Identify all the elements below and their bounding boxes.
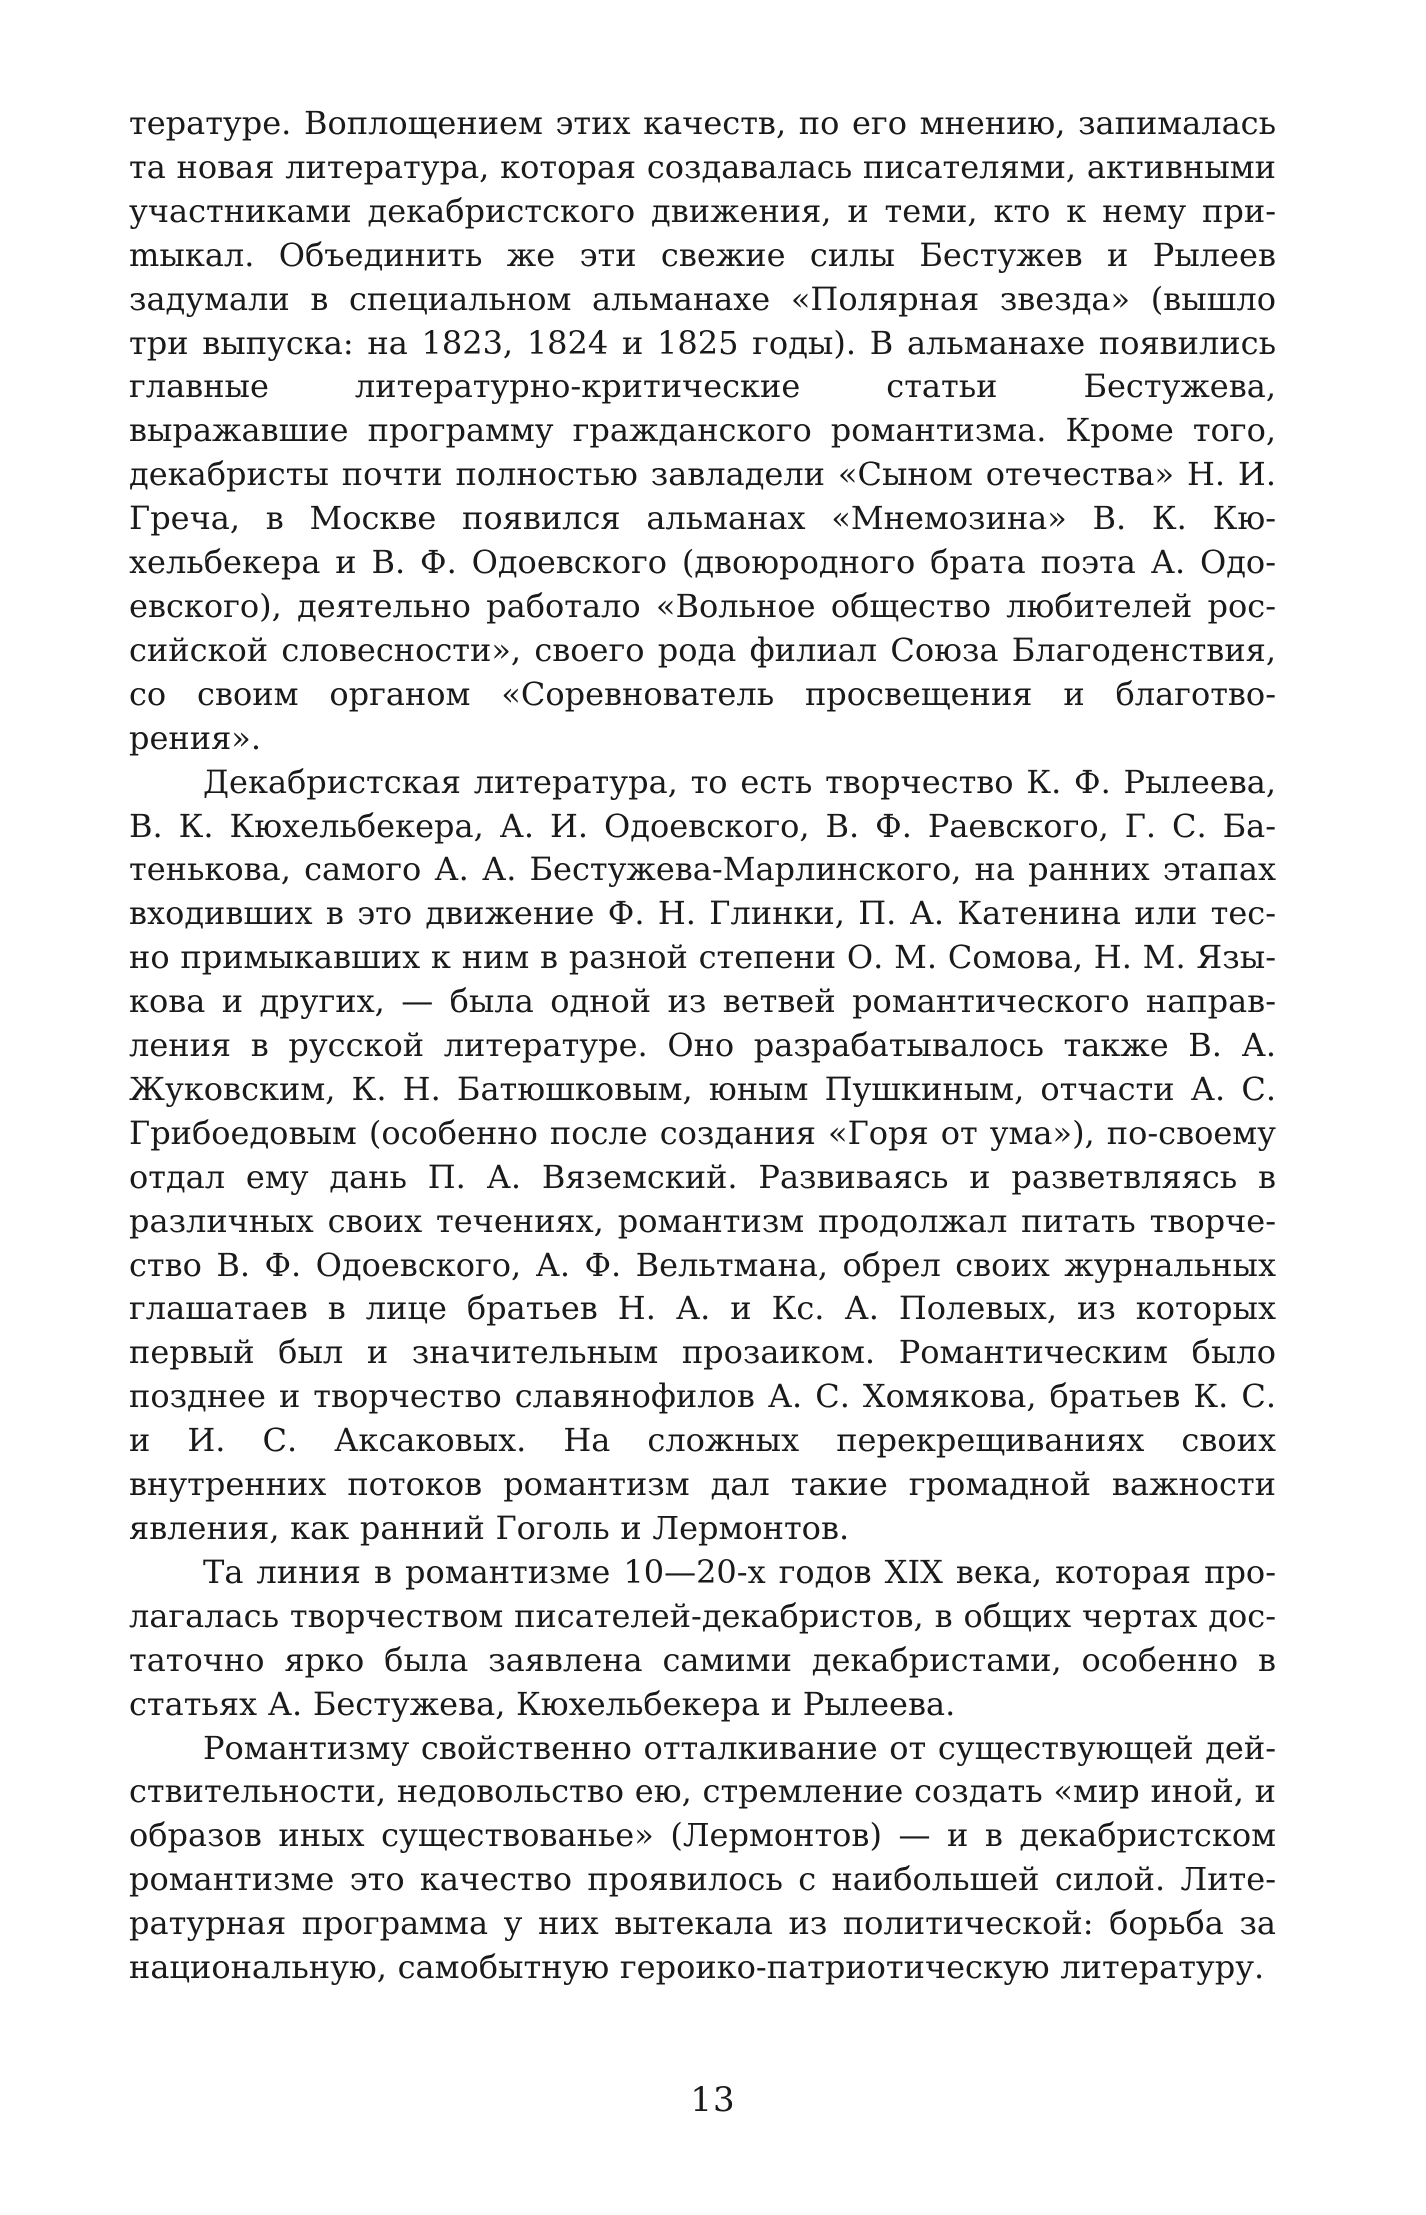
body-text bbox=[129, 102, 1276, 1990]
paragraph: Та линия в романтизме 10—20-х годов XIX века, которая пролагалась творчеством писателей-декабристов, в общих чертах достаточно ярко была заявлена самими декабристами, особенно в статьях А. Бестужева, Кюхельбекера и Рылеева. bbox=[129, 1552, 1276, 1723]
page-number: 13 bbox=[690, 2080, 736, 2120]
paragraph: Романтизму свойственно отталкивание от существующей действительности, недовольство ею, стремление создать «мир иной, и образов иных существованье» (Лермонтов) — и в декабристском романтизме это качество проявилось с наибольшей силой. Литературная программа у них вытекала из политической: борьба за национальную, самобытную героико-патриотическую литературу. bbox=[129, 1728, 1276, 1987]
paragraph-continued: тературе. Воплощением этих качеств, по его мнению, запималась та новая литература, которая создавалась писателями, активными участниками декабристского движения, и теми, кто к нему приmыкал. Объединить же эти свежие силы Бестужев и Рылеев задумали в специальном альманахе «Полярная звезда» (вышло три выпуска: на 1823, 1824 и 1825 годы). В альманахе появились главные литературно-критические статьи Бестужева, выражавшие программу гражданского романтизма. Кроме того, декабристы почти полностью завладели «Сыном отечества» Н. И. Греча, в Москве появился альманах «Мнемозина» В. К. Кюхельбекера и В. Ф. Одоевского (двоюродного брата поэта А. Одоевского), деятельно работало «Вольное общество любителей российской словесности», своего рода филиал Союза Благоденствия, со своим органом «Соревнователь просвещения и благотворения». bbox=[129, 104, 1276, 757]
paragraph: Декабристская литература, то есть творчество К. Ф. Рылеева, В. К. Кюхельбекера, А. И. Одоевского, В. Ф. Раевского, Г. С. Батенькова, самого А. А. Бестужева-Марлинского, на ранних этапах входивших в это движение Ф. Н. Глинки, П. А. Катенина или тесно примыкавших к ним в разной степени О. М. Сомова, Н. М. Языкова и других, — была одной из ветвей романтического направления в русской литературе. Оно разрабатывалось также В. А. Жуковским, К. Н. Батюшковым, юным Пушкиным, отчасти А. С. Грибоедовым (особенно после создания «Горя от ума»), по-своему отдал ему дань П. А. Вяземский. Развиваясь и разветвляясь в различных своих течениях, романтизм продолжал питать творчество В. Ф. Одоевского, А. Ф. Вельтмана, обрел своих журнальных глашатаев в лице братьев Н. А. и Кс. А. Полевых, из которых первый был и значительным прозаиком. Романтическим было позднее и творчество славянофилов А. С. Хомякова, братьев К. С. и И. С. Аксаковых. На сложных перекрещиваниях своих внутренних потоков романтизм дал такие громадной важности явления, как ранний Гоголь и Лермонтов. bbox=[129, 762, 1276, 1547]
